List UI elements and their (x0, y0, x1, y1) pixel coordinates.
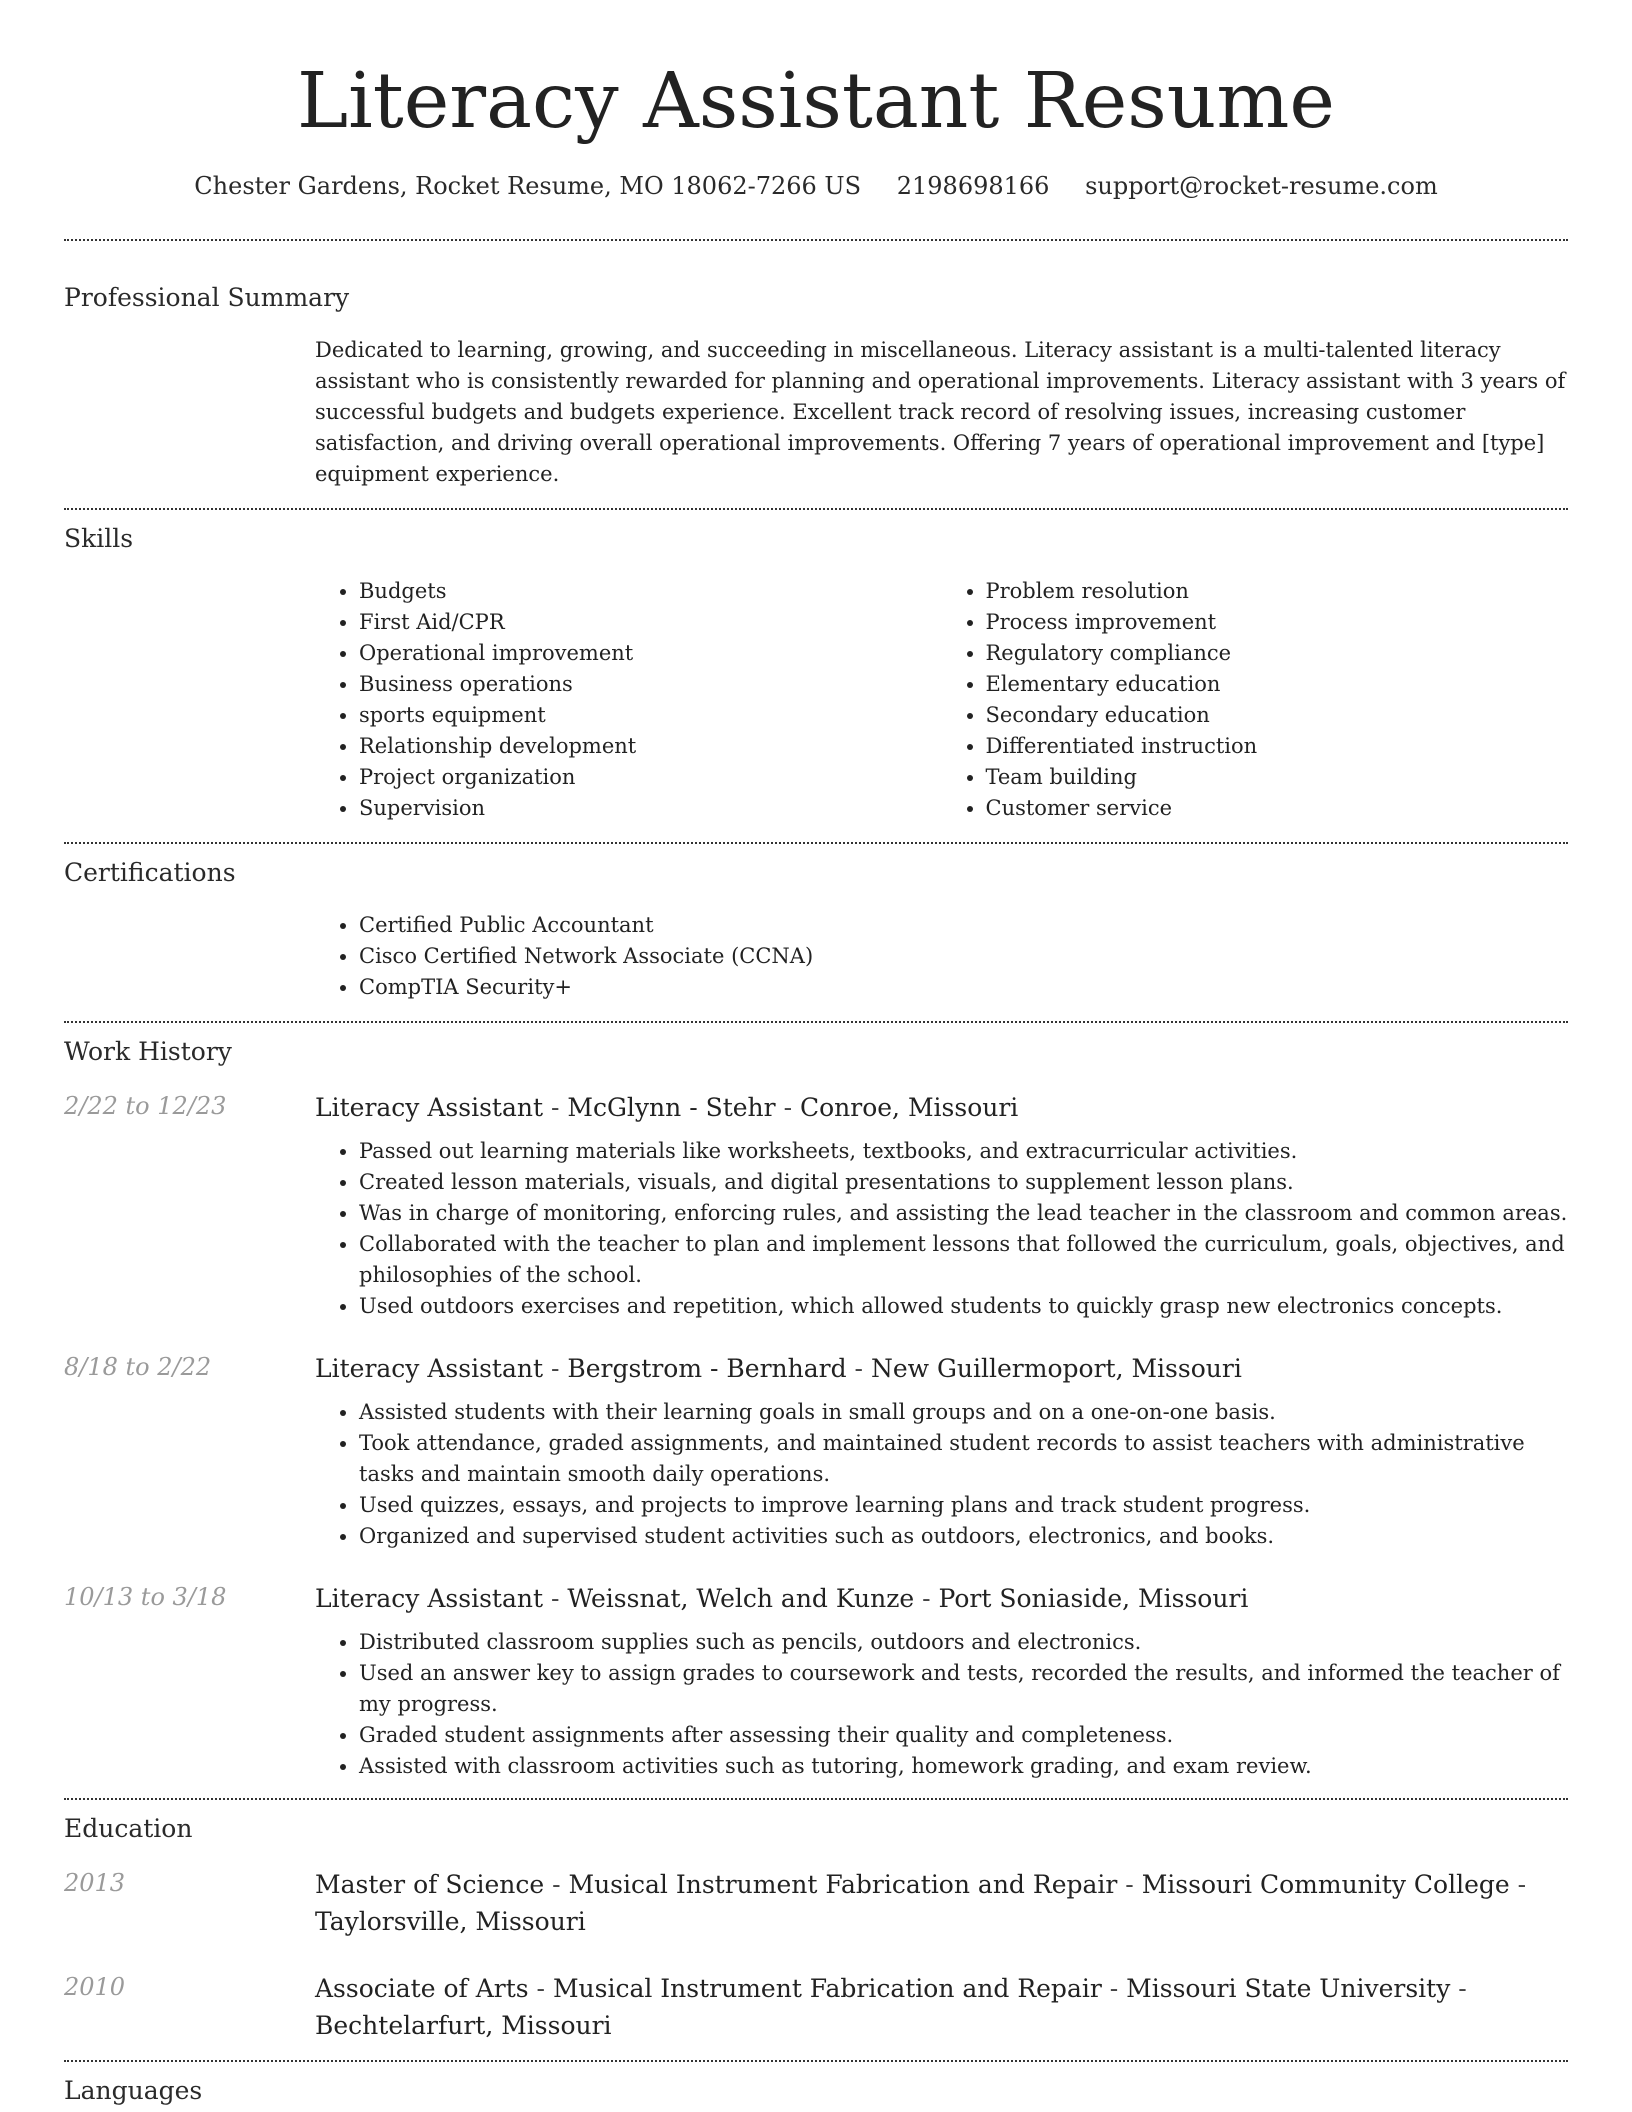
contact-line (64, 170, 1568, 202)
education-heading-line: Master of Science - Musical Instrument Fabrication and Repair - Missouri Community College - Taylorsville, Missouri (315, 1870, 1527, 1936)
list-item: • Took attendance, graded assignments, and maintained student records to assist teachers with administrative tasks and maintain smooth daily operations. (359, 1428, 1568, 1490)
education-school: Missouri State University (1126, 1974, 1451, 2003)
job-company: Weissnat, Welch and Kunze (567, 1584, 915, 1613)
contact-address: Chester Gardens, Rocket Resume, MO 18062-7266 US (194, 172, 862, 200)
list-item: • Customer service (986, 793, 1569, 824)
list-item: • Assisted with classroom activities such as tutoring, homework grading, and exam review. (359, 1751, 1568, 1782)
list-item: • Business operations (359, 669, 942, 700)
job-company: McGlynn - Stehr (567, 1093, 776, 1122)
job-dates: 8/18 to 2/22 (64, 1353, 212, 1381)
list-item: • sports equipment (359, 700, 942, 731)
education-entry (64, 1866, 1568, 1940)
list-item: • Organized and supervised student activities such as outdoors, electronics, and books. (359, 1521, 1568, 1552)
list-item: • First Aid/CPR (359, 607, 942, 638)
list-item: • Differentiated instruction (986, 731, 1569, 762)
list-item: • Used an answer key to assign grades to coursework and tests, recorded the results, and informed the teacher of my progress. (359, 1658, 1568, 1720)
list-item: • Relationship development (359, 731, 942, 762)
list-item: • Team building (986, 762, 1569, 793)
education-degree: Master of Science (315, 1870, 545, 1899)
education-field: Musical Instrument Fabrication and Repair (568, 1870, 1118, 1899)
work-heading: Work History (64, 1037, 232, 1066)
summary-text: Dedicated to learning, growing, and succeeding in miscellaneous. Literacy assistant is a multi-talented literacy assistant who is consistently rewarded for planning and operational improvements. Literacy assistant with 3 years of successful budgets and budgets experience. Excellent track record of resolving issues, increasing customer satisfaction, and driving overall operational improvements. Offering 7 years of operational improvement and [type] equipment experience. (315, 338, 1566, 486)
summary-heading: Professional Summary (64, 283, 350, 312)
languages-heading: Languages (64, 2076, 203, 2105)
list-item: • CompTIA Security+ (359, 972, 1568, 1003)
list-item: • Created lesson materials, visuals, and digital presentations to supplement lesson plans. (359, 1167, 1568, 1198)
skills-heading: Skills (64, 524, 134, 553)
certifications-heading: Certifications (64, 858, 236, 887)
job-bullets (315, 1136, 1568, 1322)
list-item: • Supervision (359, 793, 942, 824)
education-school: Missouri Community College (1141, 1870, 1510, 1899)
education-location: Taylorsville, Missouri (315, 1907, 586, 1936)
list-item: • Regulatory compliance (986, 638, 1569, 669)
summary-section (64, 281, 1568, 490)
resume-title: Literacy Assistant Resume (297, 57, 1335, 146)
list-item: • Graded student assignments after assessing their quality and completeness. (359, 1720, 1568, 1751)
job-bullets (315, 1397, 1568, 1552)
education-year: 2010 (64, 1973, 126, 2001)
list-item: • Passed out learning materials like worksheets, textbooks, and extracurricular activities. (359, 1136, 1568, 1167)
work-section (64, 1035, 1568, 1782)
job-dates: 2/22 to 12/23 (64, 1092, 227, 1120)
list-item: • Budgets (359, 576, 942, 607)
job-title: Literacy Assistant (315, 1584, 544, 1613)
divider (64, 508, 1568, 510)
contact-email: support@rocket-resume.com (1085, 172, 1438, 200)
languages-section (64, 2074, 1568, 2108)
divider (64, 1021, 1568, 1023)
list-item: • Secondary education (986, 700, 1569, 731)
education-location: Bechtelarfurt, Missouri (315, 2011, 612, 2040)
certifications-section (64, 856, 1568, 1003)
education-section (64, 1812, 1568, 2044)
divider (64, 2060, 1568, 2062)
job-heading: Literacy Assistant - McGlynn - Stehr - Conroe, Missouri (315, 1093, 1019, 1122)
job-entry (64, 1350, 1568, 1552)
skills-section (64, 522, 1568, 824)
list-item: • Elementary education (986, 669, 1569, 700)
resume-page (64, 0, 1568, 2108)
job-heading: Literacy Assistant - Weissnat, Welch and Kunze - Port Soniaside, Missouri (315, 1584, 1249, 1613)
list-item: • Assisted students with their learning goals in small groups and on a one-on-one basis. (359, 1397, 1568, 1428)
divider (64, 1798, 1568, 1800)
divider (64, 239, 1568, 241)
job-location: Port Soniaside, Missouri (938, 1584, 1249, 1613)
job-heading: Literacy Assistant - Bergstrom - Bernhard - New Guillermoport, Missouri (315, 1354, 1242, 1383)
list-item: • Operational improvement (359, 638, 942, 669)
job-entry (64, 1580, 1568, 1782)
list-item: • Used quizzes, essays, and projects to improve learning plans and track student progress. (359, 1490, 1568, 1521)
job-title: Literacy Assistant (315, 1354, 544, 1383)
list-item: • Distributed classroom supplies such as pencils, outdoors and electronics. (359, 1627, 1568, 1658)
job-location: New Guillermoport, Missouri (870, 1354, 1242, 1383)
list-item: • Used outdoors exercises and repetition, which allowed students to quickly grasp new electronics concepts. (359, 1291, 1568, 1322)
job-bullets (315, 1627, 1568, 1782)
list-item: • Cisco Certified Network Associate (CCNA) (359, 941, 1568, 972)
education-field: Musical Instrument Fabrication and Repair (552, 1974, 1102, 2003)
job-company: Bergstrom - Bernhard (567, 1354, 847, 1383)
list-item: • Process improvement (986, 607, 1569, 638)
list-item: • Problem resolution (986, 576, 1569, 607)
list-item: • Project organization (359, 762, 942, 793)
skills-list-left (315, 576, 942, 824)
certifications-list (315, 910, 1568, 1003)
education-year: 2013 (64, 1869, 126, 1897)
education-entry (64, 1970, 1568, 2044)
education-heading-line: Associate of Arts - Musical Instrument Fabrication and Repair - Missouri State University - Bechtelarfurt, Missouri (315, 1974, 1467, 2040)
skills-list-right (942, 576, 1569, 824)
job-entry (64, 1089, 1568, 1322)
job-title: Literacy Assistant (315, 1093, 544, 1122)
job-dates: 10/13 to 3/18 (64, 1583, 227, 1611)
education-degree: Associate of Arts (315, 1974, 529, 2003)
education-heading: Education (64, 1814, 193, 1843)
list-item: • Certified Public Accountant (359, 910, 1568, 941)
divider (64, 842, 1568, 844)
contact-phone: 2198698166 (896, 172, 1050, 200)
list-item: • Was in charge of monitoring, enforcing rules, and assisting the lead teacher in the classroom and common areas. (359, 1198, 1568, 1229)
list-item: • Collaborated with the teacher to plan and implement lessons that followed the curriculum, goals, objectives, and philosophies of the school. (359, 1229, 1568, 1291)
job-location: Conroe, Missouri (799, 1093, 1019, 1122)
